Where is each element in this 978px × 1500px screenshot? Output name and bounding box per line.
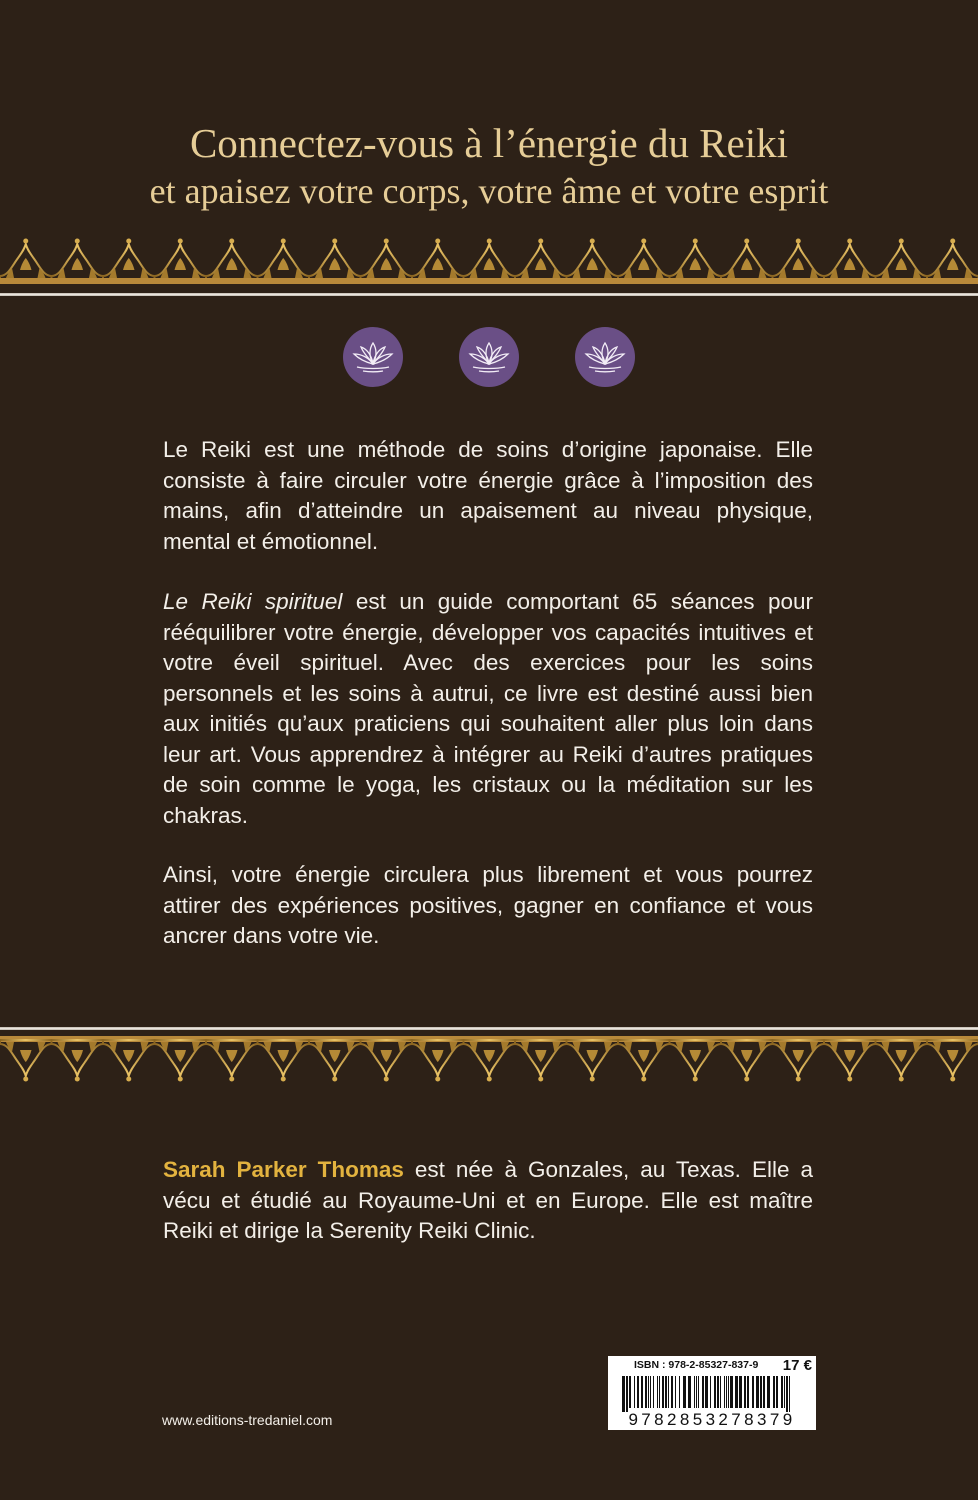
barcode-bar: [671, 1376, 673, 1408]
lotus-badge-right: [575, 327, 635, 387]
barcode-bar: [648, 1376, 649, 1408]
cover-headline: [0, 118, 978, 214]
ornamental-border-top: [0, 236, 978, 286]
publisher-website: www.editions-tredaniel.com: [162, 1412, 333, 1428]
barcode-bar: [730, 1376, 733, 1408]
description-paragraph-1: Le Reiki est une méthode de soins d’origine japonaise. Elle consiste à faire circuler votre énergie grâce à l’imposition des mains, afin d’atteindre un apaisement au niveau physique, mental et émotionnel.: [163, 437, 813, 554]
book-title: Le Reiki spirituel: [163, 589, 343, 614]
barcode-bar: [668, 1376, 669, 1408]
barcode-bar: [683, 1376, 686, 1408]
barcode-bar: [744, 1376, 746, 1408]
author-bio-text: est née à Gonzales, au Texas. Elle a vécu et étudié au Royaume-Uni et en Europe. Elle est maître Reiki et dirige la Serenity Reiki Clinic.: [163, 1157, 813, 1243]
barcode-bar: [645, 1376, 647, 1408]
barcode-bar: [702, 1376, 704, 1408]
barcode-bar: [767, 1376, 770, 1408]
barcode-bar: [739, 1376, 742, 1408]
barcode-bar: [710, 1376, 711, 1408]
barcode-bar: [705, 1376, 708, 1408]
barcode-digits: 9782853278379: [628, 1410, 796, 1429]
lotus-icon: [459, 327, 519, 387]
isbn-price-line: [612, 1359, 812, 1375]
barcode-image: [612, 1376, 812, 1412]
barcode-bar: [747, 1376, 749, 1408]
author-bio: [163, 1155, 813, 1247]
isbn-number: ISBN : 978-2-85327-837-9: [634, 1359, 759, 1371]
barcode-bar: [679, 1376, 680, 1408]
divider-line-bottom: [0, 1027, 978, 1030]
barcode-bar: [781, 1376, 783, 1408]
barcode-bar: [653, 1376, 654, 1408]
barcode-bar: [714, 1376, 716, 1408]
barcode-bar: [698, 1376, 699, 1408]
price-label: 17 €: [782, 1357, 812, 1374]
ornamental-border-bottom: [0, 1034, 978, 1084]
headline-line-2: et apaisez votre corps, votre âme et votre esprit: [149, 171, 829, 211]
barcode-bar: [717, 1376, 719, 1408]
barcode-bar: [641, 1376, 643, 1408]
barcode-block: [608, 1356, 816, 1430]
lotus-badge-center: [459, 327, 519, 387]
barcode-bar: [726, 1376, 727, 1408]
barcode-bar: [752, 1376, 754, 1408]
barcode-bar: [657, 1376, 658, 1408]
barcode-bar: [696, 1376, 697, 1408]
barcode-bar: [763, 1376, 765, 1408]
author-name: Sarah Parker Thomas: [163, 1157, 404, 1182]
description-paragraph-2: [163, 587, 813, 831]
barcode-bar: [760, 1376, 762, 1408]
barcode-bar: [665, 1376, 667, 1408]
divider-line-top: [0, 293, 978, 296]
barcode-bar: [776, 1376, 778, 1408]
description-paragraph-3: Ainsi, votre énergie circulera plus librement et vous pourrez attirer des expériences positives, gagner en confiance et vous ancrer dans votre vie.: [163, 862, 813, 948]
barcode-bar: [735, 1376, 738, 1408]
barcode-bar: [694, 1376, 695, 1408]
barcode-bar: [634, 1376, 635, 1408]
lotus-badge-left: [343, 327, 403, 387]
barcode-bar: [688, 1376, 691, 1408]
headline-line-1: Connectez-vous à l’énergie du Reiki: [189, 120, 789, 166]
barcode-bar: [728, 1376, 729, 1408]
barcode-bar: [786, 1376, 788, 1412]
barcode-bar: [622, 1376, 625, 1412]
description-paragraph-2-text: est un guide comportant 65 séances pour rééquilibrer votre énergie, développer vos capacités intuitives et votre éveil spirituel. Avec des exercices pour les soins personnels et les soins à autrui, ce livre est destiné aussi bien aux initiés qu’aux praticiens qui souhaitent aller plus loin dans leur art. Vous apprendrez à intégrer au Reiki d’autres pratiques de soin comme le yoga, les cristaux ou la méditation sur les chakras.: [163, 589, 813, 828]
barcode-bar: [789, 1376, 790, 1412]
barcode-bar: [637, 1376, 639, 1408]
barcode-bar: [756, 1376, 759, 1408]
lotus-icon: [575, 327, 635, 387]
barcode-bar: [784, 1376, 785, 1408]
barcode-bar: [773, 1376, 775, 1408]
barcode-bar: [724, 1376, 725, 1408]
lotus-icon: [343, 327, 403, 387]
barcode-bar: [629, 1376, 631, 1408]
barcode-bar: [720, 1376, 721, 1408]
barcode-bar: [659, 1376, 660, 1408]
barcode-bar: [662, 1376, 664, 1408]
barcode-bar: [650, 1376, 651, 1408]
barcode-bar: [626, 1376, 628, 1412]
barcode-bar: [675, 1376, 676, 1408]
